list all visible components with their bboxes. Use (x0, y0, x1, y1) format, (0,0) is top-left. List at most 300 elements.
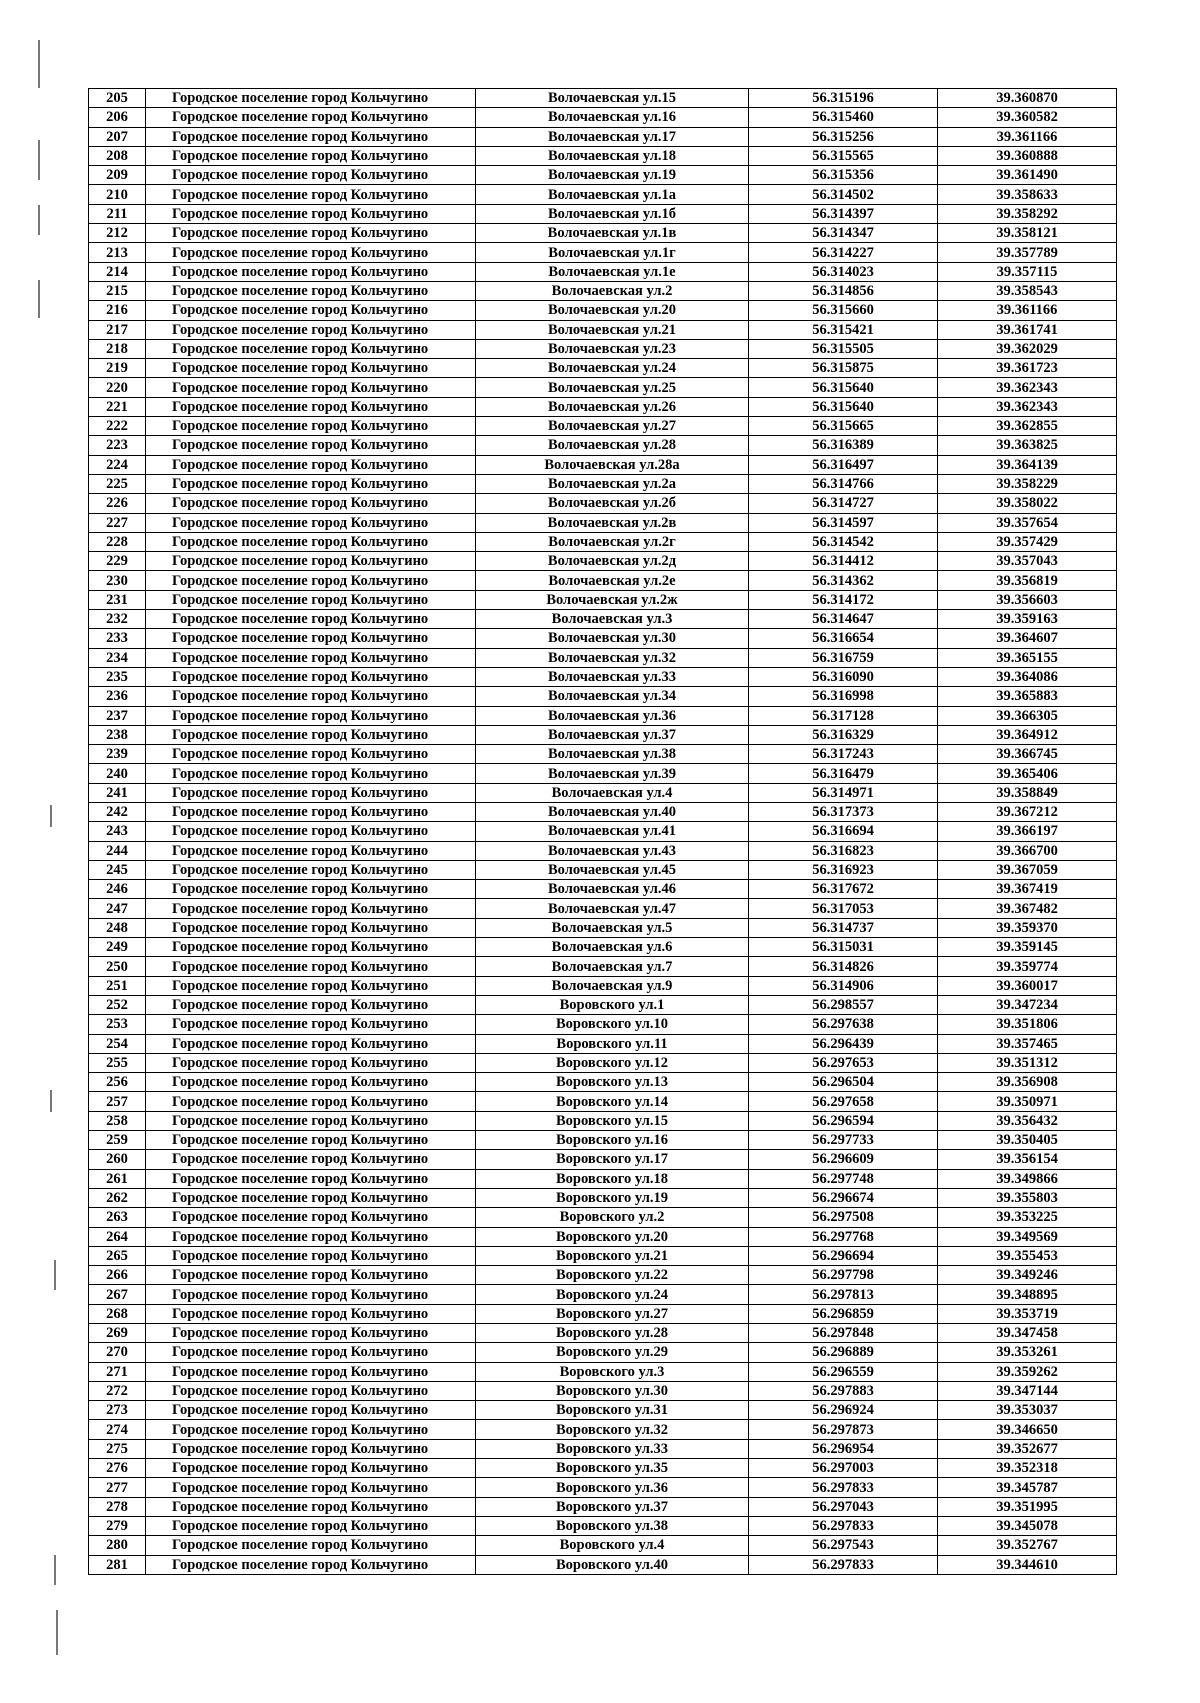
row-number-cell: 261 (89, 1169, 146, 1188)
table-row (89, 764, 1117, 783)
table-row (89, 1459, 1117, 1478)
table-row (89, 494, 1117, 513)
settlement-cell: Городское поселение город Кольчугино (146, 1092, 476, 1111)
address-cell: Воровского ул.12 (476, 1053, 749, 1072)
address-cell: Волочаевская ул.6 (476, 938, 749, 957)
latitude-cell: 56.297638 (749, 1015, 938, 1034)
row-number-cell: 258 (89, 1111, 146, 1130)
settlement-cell: Городское поселение город Кольчугино (146, 995, 476, 1014)
longitude-cell: 39.353225 (938, 1208, 1117, 1227)
longitude-cell: 39.362343 (938, 378, 1117, 397)
address-cell: Воровского ул.28 (476, 1324, 749, 1343)
latitude-cell: 56.297798 (749, 1266, 938, 1285)
address-cell: Волочаевская ул.43 (476, 841, 749, 860)
settlement-cell: Городское поселение город Кольчугино (146, 1343, 476, 1362)
row-number-cell: 280 (89, 1536, 146, 1555)
latitude-cell: 56.315356 (749, 166, 938, 185)
longitude-cell: 39.356603 (938, 590, 1117, 609)
row-number-cell: 215 (89, 281, 146, 300)
longitude-cell: 39.357043 (938, 552, 1117, 571)
table-row (89, 359, 1117, 378)
row-number-cell: 259 (89, 1131, 146, 1150)
latitude-cell: 56.316497 (749, 455, 938, 474)
settlement-cell: Городское поселение город Кольчугино (146, 552, 476, 571)
latitude-cell: 56.315875 (749, 359, 938, 378)
address-cell: Волочаевская ул.41 (476, 822, 749, 841)
address-cell: Воровского ул.33 (476, 1439, 749, 1458)
settlement-cell: Городское поселение город Кольчугино (146, 1516, 476, 1535)
table-row (89, 1150, 1117, 1169)
address-cell: Волочаевская ул.25 (476, 378, 749, 397)
address-cell: Волочаевская ул.33 (476, 667, 749, 686)
latitude-cell: 56.297748 (749, 1169, 938, 1188)
address-cell: Волочаевская ул.47 (476, 899, 749, 918)
row-number-cell: 237 (89, 706, 146, 725)
row-number-cell: 256 (89, 1073, 146, 1092)
row-number-cell: 217 (89, 320, 146, 339)
longitude-cell: 39.362029 (938, 339, 1117, 358)
longitude-cell: 39.352318 (938, 1459, 1117, 1478)
longitude-cell: 39.367419 (938, 880, 1117, 899)
longitude-cell: 39.361490 (938, 166, 1117, 185)
longitude-cell: 39.365406 (938, 764, 1117, 783)
address-cell: Волочаевская ул.9 (476, 976, 749, 995)
table-row (89, 1227, 1117, 1246)
settlement-cell: Городское поселение город Кольчугино (146, 1362, 476, 1381)
table-row (89, 648, 1117, 667)
longitude-cell: 39.351995 (938, 1497, 1117, 1516)
latitude-cell: 56.315505 (749, 339, 938, 358)
row-number-cell: 229 (89, 552, 146, 571)
settlement-cell: Городское поселение город Кольчугино (146, 1227, 476, 1246)
longitude-cell: 39.357115 (938, 262, 1117, 281)
longitude-cell: 39.353261 (938, 1343, 1117, 1362)
latitude-cell: 56.317053 (749, 899, 938, 918)
longitude-cell: 39.358229 (938, 474, 1117, 493)
row-number-cell: 242 (89, 802, 146, 821)
address-cell: Волочаевская ул.1а (476, 185, 749, 204)
address-cell: Волочаевская ул.27 (476, 417, 749, 436)
address-cell: Воровского ул.19 (476, 1188, 749, 1207)
latitude-cell: 56.315640 (749, 378, 938, 397)
address-cell: Воровского ул.24 (476, 1285, 749, 1304)
row-number-cell: 224 (89, 455, 146, 474)
table-row (89, 185, 1117, 204)
settlement-cell: Городское поселение город Кольчугино (146, 687, 476, 706)
longitude-cell: 39.352677 (938, 1439, 1117, 1458)
table-row (89, 146, 1117, 165)
table-row (89, 127, 1117, 146)
address-cell: Воровского ул.20 (476, 1227, 749, 1246)
settlement-cell: Городское поселение город Кольчугино (146, 1034, 476, 1053)
settlement-cell: Городское поселение город Кольчугино (146, 1459, 476, 1478)
settlement-cell: Городское поселение город Кольчугино (146, 706, 476, 725)
latitude-cell: 56.314347 (749, 224, 938, 243)
latitude-cell: 56.314766 (749, 474, 938, 493)
address-cell: Волочаевская ул.2б (476, 494, 749, 513)
latitude-cell: 56.296559 (749, 1362, 938, 1381)
settlement-cell: Городское поселение город Кольчугино (146, 262, 476, 281)
table-row (89, 1266, 1117, 1285)
row-number-cell: 263 (89, 1208, 146, 1227)
settlement-cell: Городское поселение город Кольчугино (146, 1150, 476, 1169)
address-cell: Волочаевская ул.5 (476, 918, 749, 937)
settlement-cell: Городское поселение город Кольчугино (146, 1401, 476, 1420)
table-row (89, 281, 1117, 300)
latitude-cell: 56.314397 (749, 204, 938, 223)
row-number-cell: 277 (89, 1478, 146, 1497)
latitude-cell: 56.316998 (749, 687, 938, 706)
settlement-cell: Городское поселение город Кольчугино (146, 1246, 476, 1265)
scan-edge-mark (38, 140, 40, 180)
longitude-cell: 39.364086 (938, 667, 1117, 686)
row-number-cell: 272 (89, 1381, 146, 1400)
table-row (89, 629, 1117, 648)
longitude-cell: 39.350405 (938, 1131, 1117, 1150)
address-cell: Воровского ул.40 (476, 1555, 749, 1574)
latitude-cell: 56.315460 (749, 108, 938, 127)
latitude-cell: 56.297833 (749, 1555, 938, 1574)
row-number-cell: 239 (89, 745, 146, 764)
longitude-cell: 39.367059 (938, 860, 1117, 879)
longitude-cell: 39.358543 (938, 281, 1117, 300)
longitude-cell: 39.367212 (938, 802, 1117, 821)
settlement-cell: Городское поселение город Кольчугино (146, 1053, 476, 1072)
latitude-cell: 56.314172 (749, 590, 938, 609)
address-cell: Воровского ул.2 (476, 1208, 749, 1227)
settlement-cell: Городское поселение город Кольчугино (146, 1439, 476, 1458)
address-cell: Волочаевская ул.26 (476, 397, 749, 416)
latitude-cell: 56.315665 (749, 417, 938, 436)
latitude-cell: 56.317672 (749, 880, 938, 899)
table-row (89, 957, 1117, 976)
latitude-cell: 56.297833 (749, 1516, 938, 1535)
settlement-cell: Городское поселение город Кольчугино (146, 301, 476, 320)
scan-edge-mark (38, 280, 40, 318)
address-cell: Волочаевская ул.38 (476, 745, 749, 764)
longitude-cell: 39.366305 (938, 706, 1117, 725)
latitude-cell: 56.297653 (749, 1053, 938, 1072)
longitude-cell: 39.361166 (938, 127, 1117, 146)
row-number-cell: 220 (89, 378, 146, 397)
address-cell: Воровского ул.38 (476, 1516, 749, 1535)
table-row (89, 571, 1117, 590)
longitude-cell: 39.347144 (938, 1381, 1117, 1400)
table-row (89, 1555, 1117, 1574)
latitude-cell: 56.314856 (749, 281, 938, 300)
longitude-cell: 39.356432 (938, 1111, 1117, 1130)
settlement-cell: Городское поселение город Кольчугино (146, 474, 476, 493)
row-number-cell: 222 (89, 417, 146, 436)
latitude-cell: 56.317128 (749, 706, 938, 725)
longitude-cell: 39.366745 (938, 745, 1117, 764)
settlement-cell: Городское поселение город Кольчугино (146, 1111, 476, 1130)
address-cell: Воровского ул.15 (476, 1111, 749, 1130)
latitude-cell: 56.316329 (749, 725, 938, 744)
longitude-cell: 39.353719 (938, 1304, 1117, 1323)
address-cell: Волочаевская ул.2г (476, 532, 749, 551)
row-number-cell: 249 (89, 938, 146, 957)
settlement-cell: Городское поселение город Кольчугино (146, 359, 476, 378)
longitude-cell: 39.362855 (938, 417, 1117, 436)
row-number-cell: 255 (89, 1053, 146, 1072)
address-cell: Воровского ул.36 (476, 1478, 749, 1497)
latitude-cell: 56.296674 (749, 1188, 938, 1207)
latitude-cell: 56.316090 (749, 667, 938, 686)
latitude-cell: 56.296924 (749, 1401, 938, 1420)
settlement-cell: Городское поселение город Кольчугино (146, 1324, 476, 1343)
longitude-cell: 39.363825 (938, 436, 1117, 455)
address-cell: Воровского ул.3 (476, 1362, 749, 1381)
latitude-cell: 56.316389 (749, 436, 938, 455)
address-cell: Волочаевская ул.30 (476, 629, 749, 648)
latitude-cell: 56.314542 (749, 532, 938, 551)
table-row (89, 880, 1117, 899)
latitude-cell: 56.315565 (749, 146, 938, 165)
row-number-cell: 241 (89, 783, 146, 802)
longitude-cell: 39.366197 (938, 822, 1117, 841)
table-row (89, 1073, 1117, 1092)
latitude-cell: 56.297873 (749, 1420, 938, 1439)
longitude-cell: 39.355803 (938, 1188, 1117, 1207)
longitude-cell: 39.359145 (938, 938, 1117, 957)
address-cell: Воровского ул.31 (476, 1401, 749, 1420)
address-cell: Волочаевская ул.34 (476, 687, 749, 706)
settlement-cell: Городское поселение город Кольчугино (146, 436, 476, 455)
settlement-cell: Городское поселение город Кольчугино (146, 610, 476, 629)
settlement-cell: Городское поселение город Кольчугино (146, 417, 476, 436)
table-row (89, 339, 1117, 358)
row-number-cell: 227 (89, 513, 146, 532)
longitude-cell: 39.364912 (938, 725, 1117, 744)
scan-edge-mark (50, 805, 52, 827)
settlement-cell: Городское поселение город Кольчугино (146, 880, 476, 899)
latitude-cell: 56.297508 (749, 1208, 938, 1227)
settlement-cell: Городское поселение город Кольчугино (146, 455, 476, 474)
address-cell: Воровского ул.14 (476, 1092, 749, 1111)
table-row (89, 417, 1117, 436)
settlement-cell: Городское поселение город Кольчугино (146, 146, 476, 165)
table-row (89, 1188, 1117, 1207)
row-number-cell: 267 (89, 1285, 146, 1304)
row-number-cell: 278 (89, 1497, 146, 1516)
table-row (89, 1034, 1117, 1053)
latitude-cell: 56.314227 (749, 243, 938, 262)
longitude-cell: 39.351312 (938, 1053, 1117, 1072)
row-number-cell: 253 (89, 1015, 146, 1034)
settlement-cell: Городское поселение город Кольчугино (146, 629, 476, 648)
address-cell: Воровского ул.17 (476, 1150, 749, 1169)
longitude-cell: 39.359370 (938, 918, 1117, 937)
table-row (89, 1362, 1117, 1381)
table-row (89, 1401, 1117, 1420)
scan-edge-mark (38, 40, 40, 88)
table-row (89, 802, 1117, 821)
latitude-cell: 56.316823 (749, 841, 938, 860)
row-number-cell: 250 (89, 957, 146, 976)
row-number-cell: 233 (89, 629, 146, 648)
table-row (89, 378, 1117, 397)
address-cell: Воровского ул.4 (476, 1536, 749, 1555)
row-number-cell: 252 (89, 995, 146, 1014)
address-cell: Волочаевская ул.2д (476, 552, 749, 571)
table-row (89, 783, 1117, 802)
row-number-cell: 209 (89, 166, 146, 185)
longitude-cell: 39.360888 (938, 146, 1117, 165)
latitude-cell: 56.314727 (749, 494, 938, 513)
table-row (89, 1169, 1117, 1188)
longitude-cell: 39.366700 (938, 841, 1117, 860)
settlement-cell: Городское поселение город Кольчугино (146, 957, 476, 976)
address-cell: Волочаевская ул.24 (476, 359, 749, 378)
settlement-cell: Городское поселение город Кольчугино (146, 590, 476, 609)
settlement-cell: Городское поселение город Кольчугино (146, 571, 476, 590)
latitude-cell: 56.316479 (749, 764, 938, 783)
table-row (89, 89, 1117, 108)
settlement-cell: Городское поселение город Кольчугино (146, 783, 476, 802)
address-cell: Воровского ул.16 (476, 1131, 749, 1150)
row-number-cell: 206 (89, 108, 146, 127)
longitude-cell: 39.357429 (938, 532, 1117, 551)
latitude-cell: 56.296954 (749, 1439, 938, 1458)
longitude-cell: 39.356819 (938, 571, 1117, 590)
settlement-cell: Городское поселение город Кольчугино (146, 764, 476, 783)
longitude-cell: 39.345787 (938, 1478, 1117, 1497)
settlement-cell: Городское поселение город Кольчугино (146, 1497, 476, 1516)
table-row (89, 725, 1117, 744)
latitude-cell: 56.296439 (749, 1034, 938, 1053)
row-number-cell: 281 (89, 1555, 146, 1574)
longitude-cell: 39.353037 (938, 1401, 1117, 1420)
row-number-cell: 219 (89, 359, 146, 378)
table-row (89, 687, 1117, 706)
longitude-cell: 39.349246 (938, 1266, 1117, 1285)
row-number-cell: 254 (89, 1034, 146, 1053)
row-number-cell: 266 (89, 1266, 146, 1285)
longitude-cell: 39.365883 (938, 687, 1117, 706)
longitude-cell: 39.365155 (938, 648, 1117, 667)
address-cell: Волочаевская ул.2а (476, 474, 749, 493)
longitude-cell: 39.358849 (938, 783, 1117, 802)
row-number-cell: 244 (89, 841, 146, 860)
row-number-cell: 257 (89, 1092, 146, 1111)
address-cell: Волочаевская ул.45 (476, 860, 749, 879)
table-row (89, 610, 1117, 629)
latitude-cell: 56.314362 (749, 571, 938, 590)
scan-edge-mark (54, 1555, 56, 1585)
row-number-cell: 275 (89, 1439, 146, 1458)
latitude-cell: 56.315640 (749, 397, 938, 416)
longitude-cell: 39.360017 (938, 976, 1117, 995)
settlement-cell: Городское поселение город Кольчугино (146, 1381, 476, 1400)
address-coordinates-table (88, 88, 1117, 1575)
latitude-cell: 56.314597 (749, 513, 938, 532)
row-number-cell: 235 (89, 667, 146, 686)
table-row (89, 1246, 1117, 1265)
longitude-cell: 39.362343 (938, 397, 1117, 416)
scan-edge-mark (38, 205, 40, 235)
longitude-cell: 39.349866 (938, 1169, 1117, 1188)
settlement-cell: Городское поселение город Кольчугино (146, 745, 476, 764)
row-number-cell: 213 (89, 243, 146, 262)
row-number-cell: 236 (89, 687, 146, 706)
row-number-cell: 246 (89, 880, 146, 899)
address-cell: Воровского ул.13 (476, 1073, 749, 1092)
table-row (89, 1439, 1117, 1458)
scan-edge-mark (54, 1260, 56, 1290)
settlement-cell: Городское поселение город Кольчугино (146, 802, 476, 821)
row-number-cell: 274 (89, 1420, 146, 1439)
table-row (89, 243, 1117, 262)
latitude-cell: 56.297043 (749, 1497, 938, 1516)
settlement-cell: Городское поселение город Кольчугино (146, 378, 476, 397)
latitude-cell: 56.297733 (749, 1131, 938, 1150)
address-cell: Воровского ул.22 (476, 1266, 749, 1285)
latitude-cell: 56.317243 (749, 745, 938, 764)
settlement-cell: Городское поселение город Кольчугино (146, 860, 476, 879)
table-row (89, 841, 1117, 860)
table-row (89, 822, 1117, 841)
row-number-cell: 232 (89, 610, 146, 629)
row-number-cell: 228 (89, 532, 146, 551)
table-row (89, 436, 1117, 455)
latitude-cell: 56.316759 (749, 648, 938, 667)
table-row (89, 899, 1117, 918)
address-cell: Волочаевская ул.21 (476, 320, 749, 339)
address-cell: Волочаевская ул.39 (476, 764, 749, 783)
address-cell: Волочаевская ул.7 (476, 957, 749, 976)
latitude-cell: 56.297768 (749, 1227, 938, 1246)
row-number-cell: 271 (89, 1362, 146, 1381)
table-row (89, 1285, 1117, 1304)
latitude-cell: 56.315196 (749, 89, 938, 108)
table-row (89, 995, 1117, 1014)
latitude-cell: 56.315421 (749, 320, 938, 339)
address-cell: Воровского ул.30 (476, 1381, 749, 1400)
settlement-cell: Городское поселение город Кольчугино (146, 1188, 476, 1207)
longitude-cell: 39.355453 (938, 1246, 1117, 1265)
settlement-cell: Городское поселение город Кольчугино (146, 127, 476, 146)
address-cell: Волочаевская ул.46 (476, 880, 749, 899)
settlement-cell: Городское поселение город Кольчугино (146, 204, 476, 223)
latitude-cell: 56.314412 (749, 552, 938, 571)
latitude-cell: 56.297543 (749, 1536, 938, 1555)
row-number-cell: 276 (89, 1459, 146, 1478)
table-row (89, 1053, 1117, 1072)
latitude-cell: 56.296504 (749, 1073, 938, 1092)
scan-edge-mark (56, 1610, 58, 1655)
table-row (89, 224, 1117, 243)
longitude-cell: 39.348895 (938, 1285, 1117, 1304)
row-number-cell: 238 (89, 725, 146, 744)
table-row (89, 1381, 1117, 1400)
longitude-cell: 39.356154 (938, 1150, 1117, 1169)
address-cell: Волочаевская ул.28а (476, 455, 749, 474)
row-number-cell: 245 (89, 860, 146, 879)
row-number-cell: 262 (89, 1188, 146, 1207)
row-number-cell: 210 (89, 185, 146, 204)
address-cell: Воровского ул.21 (476, 1246, 749, 1265)
table-row (89, 1478, 1117, 1497)
row-number-cell: 268 (89, 1304, 146, 1323)
address-cell: Волочаевская ул.36 (476, 706, 749, 725)
table-row (89, 1015, 1117, 1034)
settlement-cell: Городское поселение город Кольчугино (146, 1073, 476, 1092)
table-row (89, 860, 1117, 879)
table-row (89, 455, 1117, 474)
longitude-cell: 39.344610 (938, 1555, 1117, 1574)
table-row (89, 474, 1117, 493)
